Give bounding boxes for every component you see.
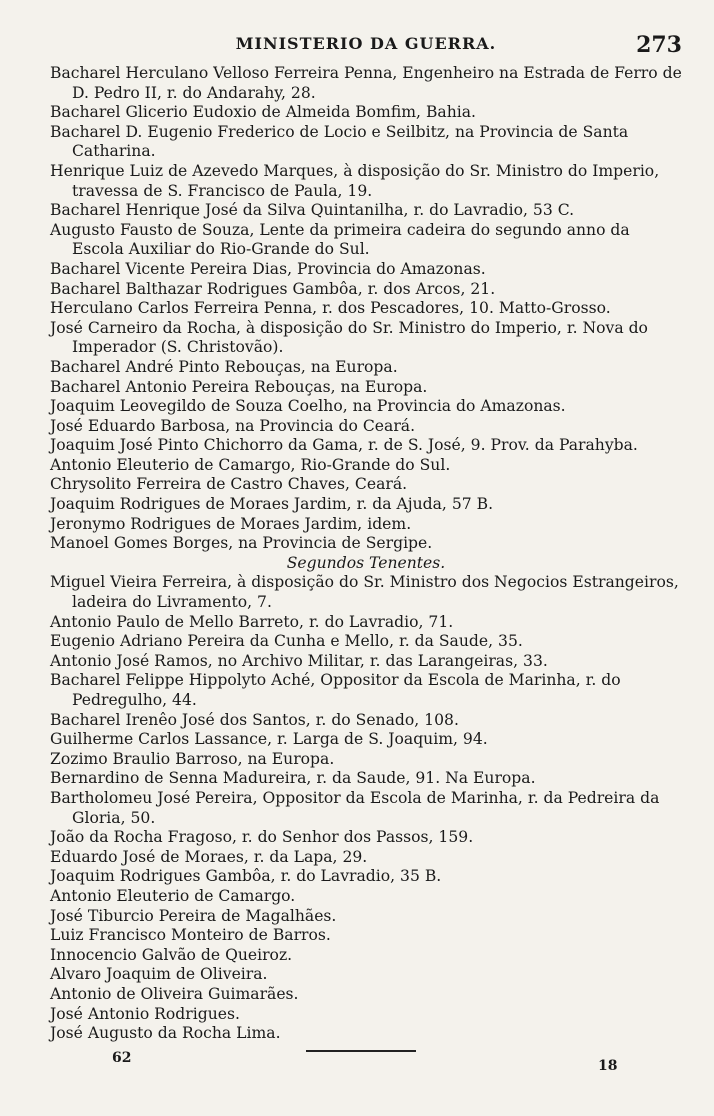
running-title: MINISTERIO DA GUERRA. — [235, 34, 497, 53]
list-entry: Bartholomeu José Pereira, Oppositor da Escola de Marinha, r. da Pedreira da Gloria, 50. — [50, 788, 660, 827]
signature-mark-right: 18 — [598, 1058, 618, 1074]
list-entry: Luiz Francisco Monteiro de Barros. — [50, 926, 331, 945]
list-entry: Bacharel Balthazar Rodrigues Gambôa, r. dos Arcos, 21. — [50, 279, 496, 298]
page-number: 273 — [636, 32, 682, 58]
page-header — [50, 32, 682, 60]
list-entry: Zozimo Braulio Barroso, na Europa. — [50, 749, 335, 768]
list-entry: Joaquim José Pinto Chichorro da Gama, r. de S. José, 9. Prov. da Parahyba. — [50, 436, 638, 455]
signature-mark-left: 62 — [112, 1050, 132, 1066]
list-entry: Bacharel Glicerio Eudoxio de Almeida Bomfim, Bahia. — [50, 103, 476, 122]
list-entry: Chrysolito Ferreira de Castro Chaves, Ceará. — [50, 475, 408, 494]
list-entry: Alvaro Joaquim de Oliveira. — [50, 965, 268, 984]
list-entry: Bacharel Felippe Hippolyto Aché, Oppositor da Escola de Marinha, r. do Pedregulho, 44. — [50, 671, 621, 709]
section-heading: Segundos Tenentes. — [286, 553, 446, 572]
list-entry: Jeronymo Rodrigues de Moraes Jardim, idem. — [50, 514, 412, 533]
list-entry: Eugenio Adriano Pereira da Cunha e Mello, r. da Saude, 35. — [50, 632, 523, 651]
list-entry: Herculano Carlos Ferreira Penna, r. dos Pescadores, 10. Matto-Grosso. — [50, 299, 611, 318]
list-entry: José Augusto da Rocha Lima. — [50, 1024, 281, 1043]
list-entry: Antonio Eleuterio de Camargo, Rio-Grande do Sul. — [50, 455, 451, 474]
list-entry: Bacharel Herculano Velloso Ferreira Penna, Engenheiro na Estrada de Ferro de D. Pedro II, r. do Andarahy, 28. — [50, 64, 682, 102]
list-entry: Antonio Paulo de Mello Barreto, r. do Lavradio, 71. — [50, 612, 454, 631]
list-entry: Bacharel Irenêo José dos Santos, r. do Senado, 108. — [50, 710, 459, 729]
list-entry: Antonio José Ramos, no Archivo Militar, r. das Larangeiras, 33. — [50, 651, 548, 670]
list-entry: Bacharel Antonio Pereira Rebouças, na Europa. — [50, 377, 428, 396]
list-entry: José Carneiro da Rocha, à disposição do Sr. Ministro do Imperio, r. Nova do Imperador (S. Christovão). — [50, 318, 648, 357]
list-entry: Miguel Vieira Ferreira, à disposição do Sr. Ministro dos Negocios Estrangeiros, ladeira do Livramento, 7. — [50, 573, 679, 612]
list-entry: Innocencio Galvão de Queiroz. — [50, 945, 293, 964]
list-entry: Antonio de Oliveira Guimarães. — [50, 984, 299, 1003]
list-entry: José Antonio Rodrigues. — [50, 1004, 240, 1023]
list-entry: José Eduardo Barbosa, na Provincia do Ceará. — [50, 416, 416, 435]
list-entry: José Tiburcio Pereira de Magalhães. — [50, 906, 337, 925]
page-footer — [50, 1050, 682, 1080]
list-entry: Bacharel André Pinto Rebouças, na Europa. — [50, 357, 398, 376]
list-entry: Bernardino de Senna Madureira, r. da Saude, 91. Na Europa. — [50, 769, 536, 788]
list-entry: Joaquim Rodrigues de Moraes Jardim, r. da Ajuda, 57 B. — [50, 495, 494, 514]
list-entry: Antonio Eleuterio de Camargo. — [50, 886, 296, 905]
list-entry: Bacharel D. Eugenio Frederico de Locio e Seilbitz, na Provincia de Santa Catharina. — [50, 122, 629, 161]
list-entry: Bacharel Henrique José da Silva Quintanilha, r. do Lavradio, 53 C. — [50, 201, 575, 220]
list-entry: Guilherme Carlos Lassance, r. Larga de S. Joaquim, 94. — [50, 730, 488, 749]
list-entry: Joaquim Rodrigues Gambôa, r. do Lavradio, 35 B. — [50, 867, 442, 886]
footer-rule — [306, 1050, 416, 1052]
list-entry: João da Rocha Fragoso, r. do Senhor dos Passos, 159. — [50, 828, 474, 847]
list-entry: Henrique Luiz de Azevedo Marques, à disposição do Sr. Ministro do Imperio, travessa de S. Francisco de Paula, 19. — [50, 161, 660, 200]
list-entry: Manoel Gomes Borges, na Provincia de Sergipe. — [50, 534, 433, 553]
list-entry: Bacharel Vicente Pereira Dias, Provincia do Amazonas. — [50, 259, 486, 278]
list-entry: Eduardo José de Moraes, r. da Lapa, 29. — [50, 847, 368, 866]
list-entry: Augusto Fausto de Souza, Lente da primeira cadeira do segundo anno da Escola Auxiliar do Rio-Grande do Sul. — [50, 220, 630, 259]
officer-list — [50, 64, 682, 1044]
list-entry: Joaquim Leovegildo de Souza Coelho, na Provincia do Amazonas. — [50, 397, 566, 416]
